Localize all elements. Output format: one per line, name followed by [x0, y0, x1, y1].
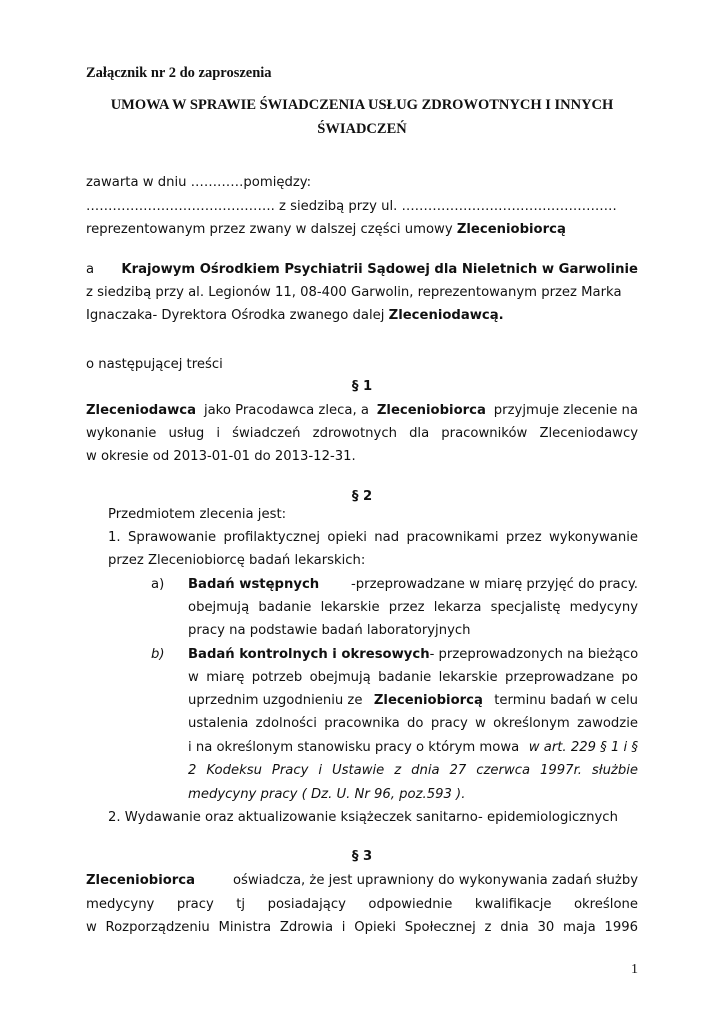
section-1-line-1	[86, 400, 638, 422]
client-representative-text: Ignaczaka- Dyrektora Ośrodka zwanego dalej	[86, 308, 385, 323]
page-number: 1	[631, 962, 638, 977]
client-representative-line	[86, 305, 504, 327]
subitem-b-line-1	[188, 644, 638, 666]
contractor-term: Zleceniobiorcą	[456, 222, 566, 237]
item-2-line: 2. Wydawanie oraz aktualizowanie książeczek sanitarno- epidemiologicznych	[108, 810, 618, 825]
subitem-b-text: i na określonym stanowisku pracy o którym mowa	[188, 740, 520, 755]
section-3-text: oświadcza, że jest uprawniony do wykonywania zadań służby	[232, 873, 638, 888]
item-1-line-1: 1. Sprawowanie profilaktycznej opieki nad pracownikami przez wykonywanie	[108, 530, 638, 545]
representative-text: reprezentowanym przez zwany w dalszej części umowy	[86, 222, 453, 237]
section-3-line-2: medycyny pracy tj posiadający odpowiednie kwalifikacje określone	[86, 897, 638, 912]
section-1-heading: § 1	[351, 379, 373, 394]
contractor-term: Zleceniobiorcą	[373, 693, 483, 708]
client-term: Zleceniodawcą.	[388, 308, 504, 323]
section-1-text: przyjmuje zlecenie na	[493, 403, 638, 418]
item-1-line-2: przez Zleceniobiorcę badań lekarskich:	[108, 553, 366, 568]
concluded-date-line: zawarta w dniu …………pomiędzy:	[86, 175, 312, 190]
subitem-b-text: uprzednim uzgodnieniu ze	[188, 693, 363, 708]
subitem-b-text: terminu badań w celu	[494, 693, 638, 708]
subitem-b-text: - przeprowadzonych na bieżąco	[429, 647, 639, 662]
legal-reference: w art. 229 § 1 i §	[528, 740, 638, 755]
subitem-b-line-3	[188, 690, 638, 712]
section-3-line-3: w Rozporządzeniu Ministra Zdrowia i Opieki Społecznej z dnia 30 maja 1996	[86, 920, 638, 935]
client-name-line	[86, 259, 638, 281]
subitem-b-line-4: ustalenia zdolności pracownika do pracy w określonym zawodzie	[188, 716, 638, 731]
contractor-term: Zleceniobiorca	[376, 403, 486, 418]
periodic-exams-term: Badań kontrolnych i okresowych	[188, 647, 430, 662]
section-1-line-3: w okresie od 2013-01-01 do 2013-12-31.	[86, 449, 356, 464]
subitem-b-label: b)	[151, 647, 165, 662]
contractor-address-line: ……………………………………. z siedzibą przy ul. ………………………………………….	[86, 199, 617, 214]
subject-intro: Przedmiotem zlecenia jest:	[108, 507, 287, 522]
subitem-a-line-3: pracy na podstawie badań laboratoryjnych	[188, 623, 471, 638]
contractor-term: Zleceniobiorca	[86, 873, 195, 888]
subitem-b-line-6: 2 Kodeksu Pracy i Ustawie z dnia 27 czerwca 1997r. służbie	[188, 763, 638, 778]
document-title-line-2: ŚWIADCZEŃ	[317, 121, 407, 137]
subitem-a-line-1	[188, 574, 638, 596]
subitem-a-line-2: obejmują badanie lekarskie przez lekarza specjalistę medycyny	[188, 600, 638, 615]
subitem-a-label: a)	[151, 577, 165, 592]
section-1-line-2: wykonanie usług i świadczeń zdrowotnych dla pracowników Zleceniodawcy	[86, 426, 638, 441]
client-address-line: z siedzibą przy al. Legionów 11, 08-400 Garwolin, reprezentowanym przez Marka	[86, 285, 622, 300]
client-institution-name: Krajowym Ośrodkiem Psychiatrii Sądowej dla Nieletnich w Garwolinie	[121, 262, 638, 277]
subitem-a-text: -przeprowadzane w miarę przyjęć do pracy.	[351, 577, 638, 592]
section-3-line-1	[86, 870, 638, 892]
section-2-heading: § 2	[351, 489, 373, 504]
document-title-line-1: UMOWA W SPRAWIE ŚWIADCZENIA USŁUG ZDROWOTNYCH I INNYCH	[110, 97, 614, 113]
subitem-b-line-5	[188, 737, 638, 759]
following-content-line: o następującej treści	[86, 357, 223, 372]
conjunction-a: a	[86, 262, 95, 277]
section-1-text: jako Pracodawca zleca, a	[203, 403, 369, 418]
subitem-b-line-2: w miarę potrzeb obejmują badanie lekarskie przeprowadzane po	[188, 670, 638, 685]
attachment-label: Załącznik nr 2 do zaproszenia	[86, 65, 272, 81]
client-term: Zleceniodawca	[86, 403, 196, 418]
section-3-heading: § 3	[351, 849, 373, 864]
contractor-representative-line	[86, 219, 566, 241]
entry-exams-term: Badań wstępnych	[188, 577, 320, 592]
subitem-b-line-7: medycyny pracy ( Dz. U. Nr 96, poz.593 ).	[188, 787, 466, 802]
